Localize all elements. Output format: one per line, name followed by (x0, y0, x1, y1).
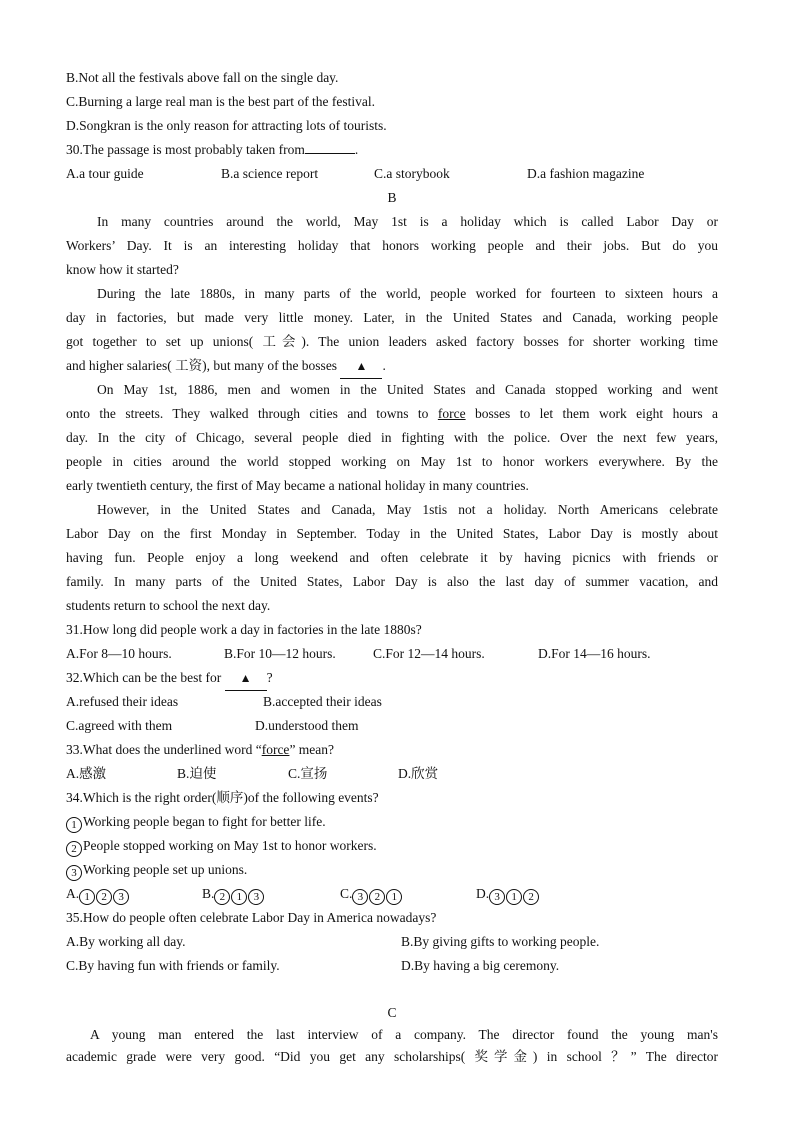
q32-option-b: B.accepted their ideas (263, 694, 382, 709)
q33-options (66, 762, 718, 786)
q32-options-row2 (66, 714, 718, 738)
circled-number: 3 (66, 865, 82, 881)
q32-stem: 32.Which can be the best for ▲ ? (66, 666, 718, 690)
q34-stem: 34.Which is the right order(顺序)of the following events? (66, 790, 379, 805)
q29-option-b: B.Not all the festivals above fall on the single day. (66, 70, 339, 85)
q33-option-c: C.宣扬 (288, 766, 328, 781)
section-c-title: C (387, 1005, 397, 1020)
q30-option-b: B.a science report (221, 166, 319, 181)
section-b-title: B (387, 190, 397, 205)
circled-number: 2 (66, 841, 82, 857)
passage-b-p2-line: During the late 1880s, in many parts of the world, people worked for fourteen to sixteen hours a (97, 286, 718, 301)
passage-b-p3-line: people in cities around the world stopped working on May 1st to honor workers everywhere. By the (66, 454, 718, 469)
q34-option-c: C. 3 2 1 (340, 882, 476, 906)
passage-b-p4-line: having fun. People enjoy a long weekend and often celebrate it by having picnics with friends or (66, 550, 718, 565)
q32-option-a: A.refused their ideas (66, 694, 179, 709)
passage-b-p1-line: In many countries around the world, May 1st is a holiday which is called Labor Day or (97, 214, 718, 229)
underlined-word-force: force (437, 406, 466, 421)
circled-number: 1 (66, 817, 82, 833)
exam-page (66, 66, 718, 1068)
q34-option-d: D. 3 1 2 (476, 882, 540, 906)
q30-option-a: A.a tour guide (66, 166, 144, 181)
q35-option-b: B.By giving gifts to working people. (401, 934, 600, 949)
q35-option-c: C.By having fun with friends or family. (66, 958, 280, 973)
passage-b-p2-line: day in factories, but made very little money. Later, in the United States and Canada, working people (66, 310, 718, 325)
q35-options-row2 (66, 954, 718, 978)
passage-b-p4-line: students return to school the next day. (66, 598, 271, 613)
q32-options-row1 (66, 690, 718, 714)
q34-option-b: B. 2 1 3 (202, 882, 340, 906)
passage-b-p2-line: got together to set up unions( 工会). The union leaders asked factory bosses for shorter working time (66, 334, 718, 349)
passage-b-p4-line: family. In many parts of the United States, Labor Day is also the last day of summer vacation, and (66, 574, 718, 589)
passage-b-p4-line: Labor Day on the first Monday in September. Today in the United States, Labor Day is mostly about (66, 526, 718, 541)
q35-option-d: D.By having a big ceremony. (401, 958, 560, 973)
passage-b-p1-line: know how it started? (66, 262, 179, 277)
q34-options (66, 882, 718, 906)
q35-stem: 35.How do people often celebrate Labor Day in America nowadays? (66, 910, 437, 925)
passage-b-p3-line: early twentieth century, the first of May became a national holiday in many countries. (66, 478, 529, 493)
q33-stem: 33.What does the underlined word “force” mean? (66, 742, 335, 757)
q34-event: 2 People stopped working on May 1st to honor workers. (66, 834, 718, 858)
q31-option-a: A.For 8—10 hours. (66, 646, 172, 661)
q31-option-d: D.For 14—16 hours. (538, 646, 651, 661)
q30-options (66, 162, 718, 186)
q32-option-c: C.agreed with them (66, 718, 173, 733)
q31-option-b: B.For 10—12 hours. (224, 646, 336, 661)
q34-option-a: A. 1 2 3 (66, 882, 202, 906)
passage-b-p3-line: day. In the city of Chicago, several people died in fighting with the police. Over the next few years, (66, 430, 718, 445)
q30-option-c: C.a storybook (374, 166, 450, 181)
q32-option-d: D.understood them (255, 718, 359, 733)
q34-event: 1 Working people began to fight for better life. (66, 810, 718, 834)
q29-option-d: D.Songkran is the only reason for attracting lots of tourists. (66, 118, 387, 133)
passage-c (66, 1002, 718, 1068)
q31-options (66, 642, 718, 666)
passage-c-line: academic grade were very good. “Did you get any scholarships( 奖学金) in school ？” The director (66, 1049, 718, 1064)
passage-b-p4-line: However, in the United States and Canada, May 1stis not a holiday. North Americans celebrate (97, 502, 718, 517)
passage-c-line: A young man entered the last interview of a company. The director found the young man's (90, 1027, 718, 1042)
q35-options-row1 (66, 930, 718, 954)
q34-event: 3 Working people set up unions. (66, 858, 718, 882)
passage-b-p2-line: and higher salaries( 工资), but many of the bosses ▲ . (66, 354, 718, 378)
q33-option-a: A.感激 (66, 766, 107, 781)
q33-option-d: D.欣赏 (398, 766, 439, 781)
answer-blank-triangle: ▲ (340, 354, 382, 379)
q33-option-b: B.迫使 (177, 766, 217, 781)
q31-stem: 31.How long did people work a day in factories in the late 1880s? (66, 622, 422, 637)
passage-b-p1-line: Workers’ Day. It is an interesting holiday that honors working people and their jobs. But do you (66, 238, 718, 253)
answer-blank-triangle: ▲ (225, 666, 267, 691)
passage-b-p3-line: On May 1st, 1886, men and women in the United States and Canada stopped working and went (97, 382, 718, 397)
q29-option-c: C.Burning a large real man is the best part of the festival. (66, 94, 376, 109)
q31-option-c: C.For 12—14 hours. (373, 646, 485, 661)
q30-stem: 30.The passage is most probably taken from . (66, 138, 718, 162)
passage-b-p3-line: onto the streets. They walked through cities and towns to force bosses to let them work eight hours a (66, 406, 718, 421)
section-gap (66, 978, 718, 1002)
q30-option-d: D.a fashion magazine (527, 166, 645, 181)
answer-blank (305, 138, 355, 154)
q35-option-a: A.By working all day. (66, 934, 186, 949)
